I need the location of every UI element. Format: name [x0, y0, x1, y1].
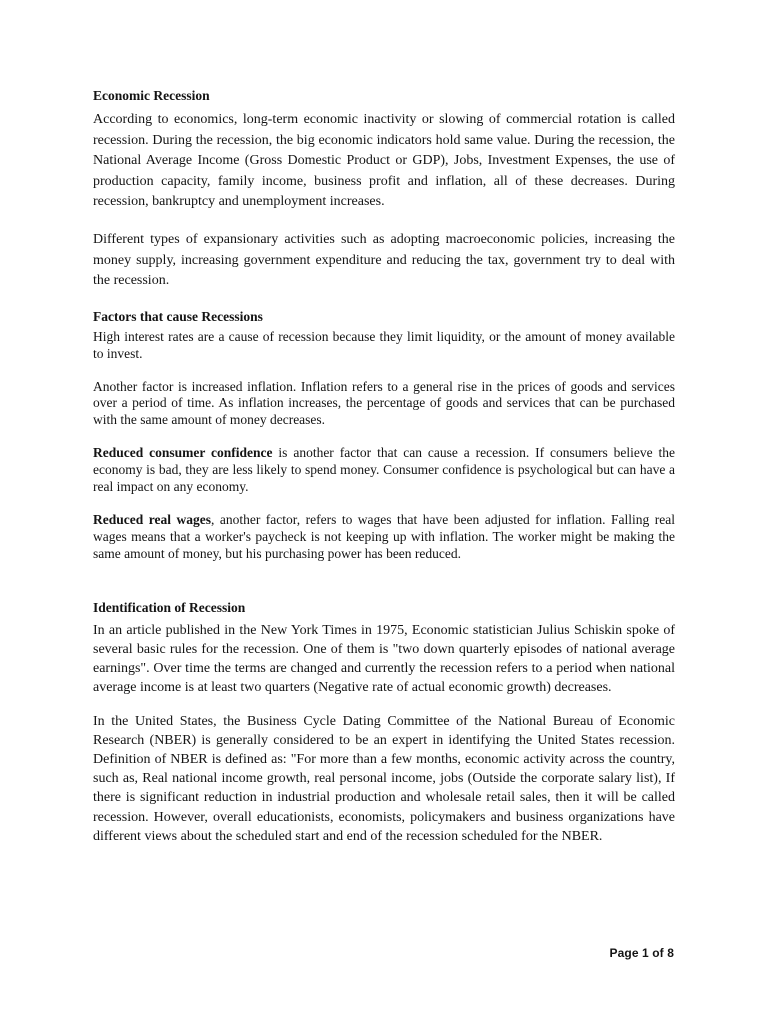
paragraph-schiskin-article: In an article published in the New York Times in 1975, Economic statistician Julius Schiskin spoke of several basic rules for the recession. One of them is "two down quarterly episodes of national average earnings". Over time the terms are changed and currently the recession refers to a period when national average income is at least two quarters (Negative rate of actual economic growth) decreases.	[93, 622, 675, 695]
heading-factors: Factors that cause Recessions	[93, 308, 263, 324]
paragraph-expansionary-activities: Different types of expansionary activities such as adopting macroeconomic policies, increasing the money supply, increasing government expenditure and reducing the tax, government try to deal with the recession.	[93, 231, 675, 289]
document-page	[93, 87, 675, 846]
paragraph-nber-definition: In the United States, the Business Cycle Dating Committee of the National Bureau of Economic Research (NBER) is generally considered to be an expert in identifying the United States recession. Definition of NBER is defined as: "For more than a few months, economic activity across the country, such as, Real national income growth, real personal income, jobs (Outside the corporate salary list), If there is significant reduction in industrial production and wholesale retail sales, then it will be called recession. However, overall educationists, economists, policymakers and business organizations have different views about the scheduled start and end of the recession scheduled for the NBER.	[93, 714, 675, 844]
term-reduced-consumer-confidence: Reduced consumer confidence	[93, 445, 273, 461]
paragraph-inflation: Another factor is increased inflation. Inflation refers to a general rise in the prices of goods and services over a period of time. As inflation increases, the percentage of goods and services that can be purchased with the same amount of money decreases.	[93, 378, 675, 428]
heading-economic-recession: Economic Recession	[93, 88, 210, 103]
paragraph-real-wages	[93, 512, 675, 563]
page-number: Page 1 of 8	[609, 946, 674, 960]
consumer-confidence-text: is another factor that can cause a recession. If consumers believe the economy is bad, they are less likely to spend money. Consumer confidence is psychological but can have a real impact on any economy.	[93, 445, 675, 495]
heading-identification: Identification of Recession	[93, 599, 246, 615]
paragraph-consumer-confidence	[93, 445, 675, 496]
paragraph-recession-definition: According to economics, long-term economic inactivity or slowing of commercial rotation is called recession. During the recession, the big economic indicators hold same value. During the recession, the National Average Income (Gross Domestic Product or GDP), Jobs, Investment Expenses, the use of production capacity, family income, business profit and inflation, all of these decreases. During recession, bankruptcy and unemployment increases.	[93, 112, 675, 210]
real-wages-text: , another factor, refers to wages that have been adjusted for inflation. Falling real wages means that a worker's paycheck is not keeping up with inflation. The worker might be making the same amount of money, but his purchasing power has been reduced.	[93, 512, 675, 561]
term-reduced-real-wages: Reduced real wages	[93, 512, 211, 527]
paragraph-interest-rates: High interest rates are a cause of recession because they limit liquidity, or the amount of money available to invest.	[93, 328, 675, 361]
